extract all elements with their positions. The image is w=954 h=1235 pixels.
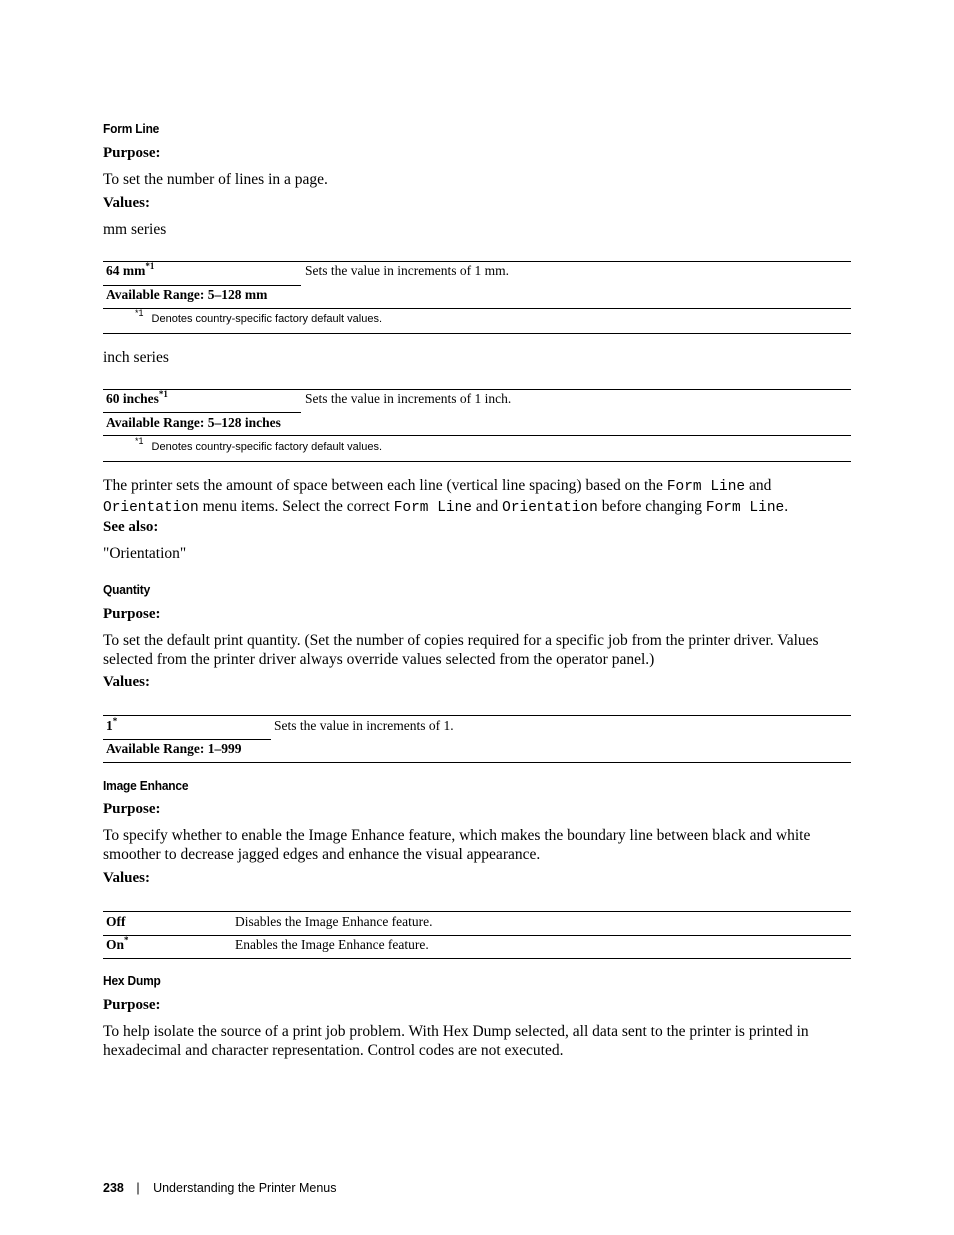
table-bottom-rule: [103, 461, 851, 462]
purpose-label: Purpose:: [103, 145, 161, 161]
see-also-label: See also:: [103, 519, 159, 535]
cell-divider-rule: [103, 285, 301, 286]
page-footer: [103, 1181, 337, 1195]
see-also-text: "Orientation": [103, 545, 187, 562]
default-value: 64 $mm^{*1}$: [106, 261, 155, 278]
page-number: 238: [103, 1181, 124, 1195]
value-description: Sets the value in increments of 1.: [274, 718, 454, 733]
footnote: $^{*1}$ Denotes country-specific factory default values.: [135, 308, 383, 325]
table-row-value: On*: [106, 935, 129, 952]
cell-divider-rule: [103, 412, 301, 413]
purpose-text: To set the number of lines in a page.: [103, 171, 328, 188]
table-row-description: Disables the Image Enhance feature.: [235, 914, 433, 929]
footnote: $^{*1}$ Denotes country-specific factory default values.: [135, 436, 383, 453]
default-value: 60 inches$^{*1}$: [106, 389, 168, 406]
available-range: Available Range: 5–128 mm: [106, 287, 268, 302]
section-heading-hex-dump: Hex Dump: [103, 973, 161, 988]
table-bottom-rule: [103, 762, 851, 763]
values-label: Values:: [103, 674, 150, 690]
purpose-label: Purpose:: [103, 997, 161, 1013]
purpose-label: Purpose:: [103, 801, 161, 817]
values-label: Values:: [103, 195, 150, 211]
table-rule: [103, 435, 851, 436]
table-bottom-rule: [103, 333, 851, 334]
default-value: 1*: [106, 716, 118, 733]
table-row-rule: [103, 935, 851, 936]
purpose-text: To set the default print quantity. (Set the number of copies required for a specific job from the printer driver. Values selected from the printer driver always override values selected from the operator panel.): [103, 632, 819, 668]
footer-separator: |: [136, 1181, 140, 1195]
mm-series-label: mm series: [103, 221, 167, 238]
form-line-explanation: The printer sets the amount of space between each line (vertical line spacing) based on the Form Line and Orientation menu items. Select the correct Form Line and Orientation before changing Form Line.: [103, 477, 789, 516]
section-heading-form-line: Form Line: [103, 121, 160, 136]
table-top-rule: [103, 715, 851, 716]
table-bottom-rule: [103, 958, 851, 959]
purpose-text: To specify whether to enable the Image Enhance feature, which makes the boundary line between black and white smoother to decrease jagged edges and enhance the visual appearance.: [103, 827, 811, 863]
table-top-rule: [103, 261, 851, 262]
table-row-description: Enables the Image Enhance feature.: [235, 937, 429, 952]
value-description: Sets the value in increments of 1 mm.: [305, 263, 509, 278]
table-top-rule: [103, 911, 851, 912]
cell-divider-rule: [103, 739, 271, 740]
values-label: Values:: [103, 870, 150, 886]
table-row-value: Off: [106, 914, 126, 929]
table-top-rule: [103, 389, 851, 390]
section-heading-quantity: Quantity: [103, 582, 151, 597]
purpose-text: To help isolate the source of a print job problem. With Hex Dump selected, all data sent to the printer is printed in hexadecimal and character representation. Control codes are not executed.: [103, 1023, 809, 1059]
value-description: Sets the value in increments of 1 inch.: [305, 391, 512, 406]
available-range: Available Range: 5–128 inches: [106, 415, 281, 430]
table-rule: [103, 308, 851, 309]
purpose-label: Purpose:: [103, 606, 161, 622]
inch-series-label: inch series: [103, 349, 169, 366]
section-heading-image-enhance: Image Enhance: [103, 778, 189, 793]
chapter-title: Understanding the Printer Menus: [153, 1181, 337, 1195]
available-range: Available Range: 1–999: [106, 741, 242, 756]
